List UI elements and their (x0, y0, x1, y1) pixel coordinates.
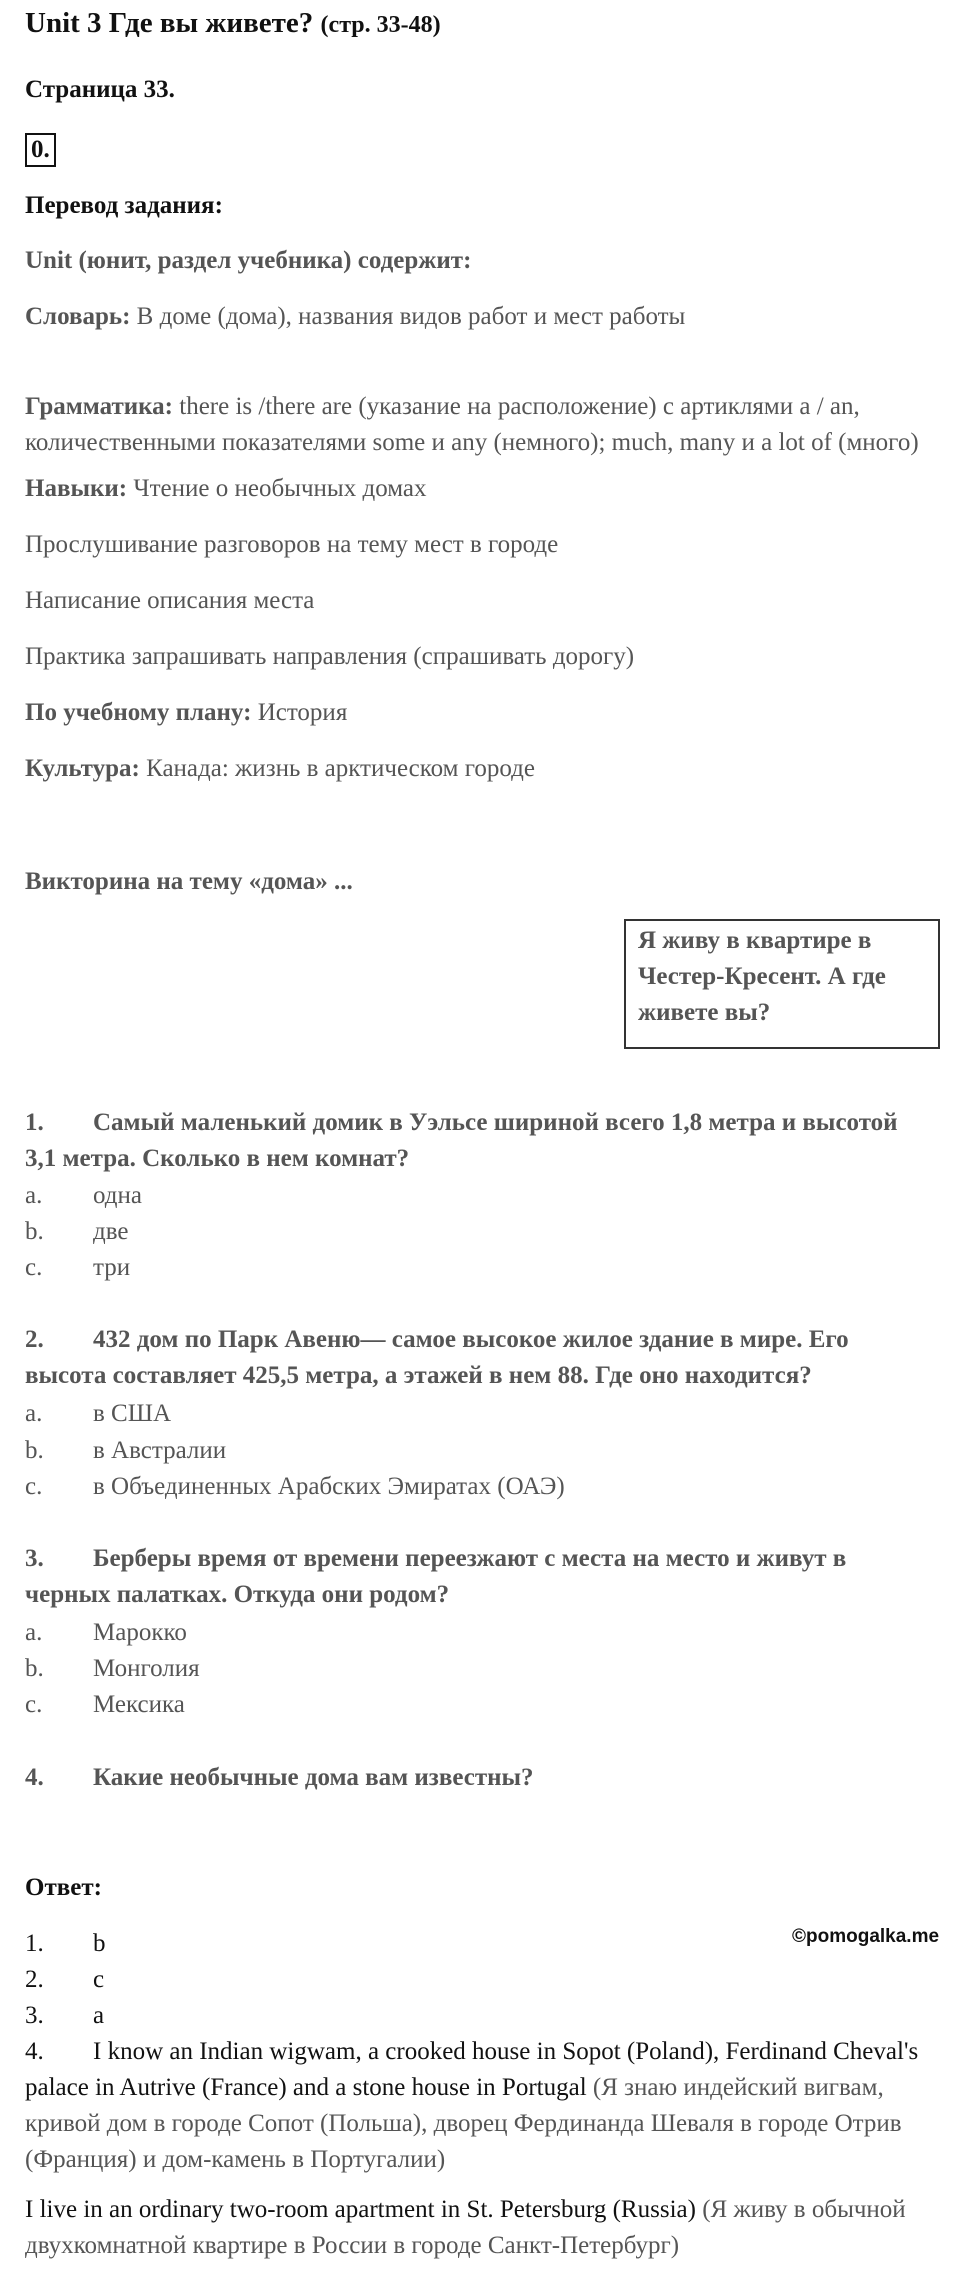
question-text: Какие необычные дома вам известны? (93, 1764, 534, 1791)
section-text: Чтение о необычных домах (133, 475, 427, 502)
answer-number: 4. (25, 2038, 44, 2065)
quiz-heading: Викторина на тему «дома» ... (25, 868, 353, 895)
section-culture (25, 751, 535, 787)
question-text: Самый маленький домик в Уэльсе шириной всего 1,8 метра и высотой 3,1 метра. Сколько в нем комнат? (25, 1109, 898, 1172)
answer-3 (25, 1998, 104, 2034)
question-number: 1. (25, 1109, 44, 1136)
answer-heading: Ответ: (25, 1874, 102, 1901)
section-skills (25, 471, 935, 507)
question-2 (25, 1322, 935, 1394)
section-label: Грамматика: (25, 393, 174, 420)
section-label: Навыки: (25, 475, 128, 502)
task-number (25, 132, 56, 168)
answer-text: b (93, 1930, 106, 1957)
option-letter: c. (25, 1254, 43, 1281)
option-text: в Объединенных Арабских Эмиратах (ОАЭ) (93, 1473, 565, 1500)
answer-number: 2. (25, 1966, 44, 1993)
option-text: Марокко (93, 1619, 187, 1646)
question-number: 2. (25, 1326, 44, 1353)
section-grammar (25, 389, 935, 461)
answer-4 (25, 2034, 935, 2178)
option (25, 1687, 185, 1723)
option (25, 1433, 226, 1469)
section-curriculum (25, 695, 347, 731)
translation-heading: Перевод задания: (25, 192, 223, 219)
option-letter: c. (25, 1691, 43, 1718)
answer-number: 1. (25, 1930, 44, 1957)
option-letter: a. (25, 1619, 43, 1646)
speech-box: Я живу в квартире в Честер-Кресент. А где живете вы? (624, 919, 940, 1049)
answer-text: a (93, 2002, 105, 2029)
unit-contains: Unit (юнит, раздел учебника) содержит: (25, 247, 472, 274)
answer-text: I know an Indian wigwam, a crooked house in Sopot (Poland), Ferdinand Cheval's palace in Autrive (France) and a stone house in Portugal (25, 2038, 919, 2101)
section-label: Словарь: (25, 303, 131, 330)
option (25, 1396, 171, 1432)
section-label: Культура: (25, 755, 140, 782)
section-vocabulary (25, 299, 935, 335)
option-letter: a. (25, 1182, 43, 1209)
section-text: there is /there are (указание на расположение) с артиклями a / an, количественными показателями some и any (немного); much, many и a lot of (много) (25, 393, 919, 456)
option-text: Монголия (93, 1655, 200, 1682)
question-3 (25, 1541, 935, 1613)
unit-pages: (стр. 33-48) (320, 12, 441, 38)
option-letter: a. (25, 1400, 43, 1427)
question-number: 3. (25, 1545, 44, 1572)
option-text: в Австралии (93, 1437, 227, 1464)
option-text: одна (93, 1182, 142, 1209)
skill-listening: Прослушивание разговоров на тему мест в городе (25, 531, 559, 558)
page-title (25, 5, 441, 43)
question-1 (25, 1105, 935, 1177)
answer-number: 3. (25, 2002, 44, 2029)
option-text: три (93, 1254, 131, 1281)
page-label: Страница 33. (25, 76, 175, 103)
option (25, 1651, 200, 1687)
option-letter: b. (25, 1655, 44, 1682)
answer-2 (25, 1962, 104, 1998)
task-number-box: 0. (25, 133, 56, 167)
option (25, 1250, 130, 1286)
answer-translation: (Я знаю индейский вигвам, кривой дом в городе Сопот (Польша), дворец Фердинанда Шеваля в городе Отрив (Франция) и дом-камень в Португалии) (25, 2074, 902, 2173)
option-letter: c. (25, 1473, 43, 1500)
final-text: I live in an ordinary two-room apartment in St. Petersburg (Russia) (25, 2196, 696, 2223)
question-text: Берберы время от времени переезжают с места на место и живут в черных палатках. Откуда они родом? (25, 1545, 847, 1608)
skill-writing: Написание описания места (25, 587, 315, 614)
unit-title: Unit 3 Где вы живете? (25, 7, 314, 39)
skill-directions: Практика запрашивать направления (спрашивать дорогу) (25, 643, 635, 670)
section-label: По учебному плану: (25, 699, 252, 726)
section-text: В доме (дома), названия видов работ и мест работы (136, 303, 686, 330)
option (25, 1615, 187, 1651)
option-text: две (93, 1218, 129, 1245)
option (25, 1214, 128, 1250)
watermark: ©pomogalka.me (792, 1926, 940, 1947)
question-number: 4. (25, 1764, 44, 1791)
option (25, 1178, 142, 1214)
question-4 (25, 1760, 935, 1796)
option-letter: b. (25, 1437, 44, 1464)
answer-1 (25, 1926, 106, 1962)
question-text: 432 дом по Парк Авеню— самое высокое жилое здание в мире. Его высота составляет 425,5 метра, а этажей в нем 88. Где оно находится? (25, 1326, 849, 1389)
section-text: История (257, 699, 348, 726)
option-text: Мексика (93, 1691, 185, 1718)
final-answer (25, 2192, 935, 2264)
answer-text: c (93, 1966, 105, 1993)
final-translation: (Я живу в обычной двухкомнатной квартире в России в городе Санкт-Петербург) (25, 2196, 906, 2259)
option (25, 1469, 565, 1505)
option-letter: b. (25, 1218, 44, 1245)
option-text: в США (93, 1400, 172, 1427)
section-text: Канада: жизнь в арктическом городе (146, 755, 535, 782)
